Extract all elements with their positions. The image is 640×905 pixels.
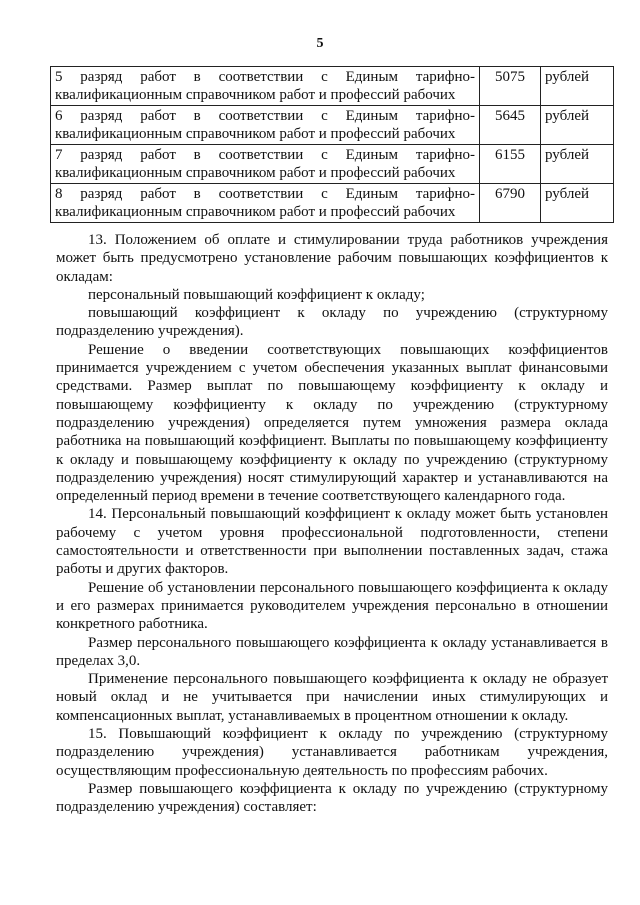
rank-description — [51, 184, 480, 223]
paragraph-15: 15. Повышающий коэффициент к окладу по учреждению (структурному подразделению учреждения) устанавливается работникам учреждения, осуществляющим профессиональную деятельность по профессиям рабочих. — [56, 726, 608, 779]
wage-rate-table — [50, 66, 614, 223]
paragraph-coefficient-size: Размер повышающего коэффициента к окладу по учреждению (структурному подразделению учреждения) составляет: — [56, 780, 608, 816]
rank-currency: рублей — [541, 184, 614, 223]
rank-description — [51, 67, 480, 106]
list-item-personal-coefficient: персональный повышающий коэффициент к окладу; — [88, 286, 425, 303]
paragraph-application: Применение персонального повышающего коэффициента к окладу не образует новый оклад и не учитывается при начислении иных стимулирующих и компенсационных выплат, устанавливаемых в процентном отношении к окладу. — [56, 671, 608, 724]
table-row — [51, 106, 614, 145]
paragraph-decision-personal: Решение об установлении персонального повышающего коэффициента к окладу и его размерах принимается руководителем учреждения персонально в отношении конкретного работника. — [56, 579, 608, 633]
table-row — [51, 184, 614, 223]
rank-amount: 5645 — [480, 106, 541, 145]
table-row — [51, 145, 614, 184]
rank-description-line: 6 разряд работ в соответствии с Единым тарифно- — [55, 108, 475, 124]
rank-amount: 6155 — [480, 145, 541, 184]
paragraph-decision: Решение о введении соответствующих повышающих коэффициентов принимается учреждением с учетом обеспечения указанных выплат финансовыми средствами. Размер выплат по повышающему коэффициенту к окладу и повышающему коэффициенту к окладу по учреждению (структурному подразделению учреждения) определяется путем умножения размера оклада работника на повышающий коэффициент. Выплаты по повышающему коэффициенту к окладу и повышающему коэффициенту к окладу по учреждению (структурному подразделению учреждения) носят стимулирующий характер и устанавливаются на определенный период времени в течение соответствующего календарного года. — [56, 341, 608, 505]
rank-currency: рублей — [541, 67, 614, 106]
rank-description-line: квалификационным справочником работ и профессий рабочих — [55, 165, 456, 181]
rank-description-line: 7 разряд работ в соответствии с Единым тарифно- — [55, 147, 475, 163]
paragraph-13: 13. Положением об оплате и стимулировании труда работников учреждения может быть предусмотрено установление рабочим повышающих коэффициентов к окладам: — [56, 232, 608, 285]
table-row — [51, 67, 614, 106]
rank-currency: рублей — [541, 145, 614, 184]
paragraph-coefficient-limit: Размер персонального повышающего коэффициента к окладу устанавливается в пределах 3,0. — [56, 634, 608, 669]
rank-description — [51, 145, 480, 184]
list-item-institution-coefficient: повышающий коэффициент к окладу по учреждению (структурному подразделению учреждения). — [56, 305, 608, 340]
rank-amount: 6790 — [480, 184, 541, 223]
rank-description — [51, 106, 480, 145]
rank-description-line: квалификационным справочником работ и профессий рабочих — [55, 87, 456, 103]
rank-description-line: 8 разряд работ в соответствии с Единым тарифно- — [55, 186, 475, 202]
page-number: 5 — [316, 36, 324, 51]
paragraph-14: 14. Персональный повышающий коэффициент к окладу может быть установлен рабочему с учетом уровня профессиональной подготовленности, степени самостоятельности и ответственности при выполнении поставленных задач, стажа работы и других факторов. — [56, 506, 608, 578]
rank-currency: рублей — [541, 106, 614, 145]
document-body — [56, 231, 608, 817]
rank-description-line: 5 разряд работ в соответствии с Единым тарифно- — [55, 69, 475, 85]
rank-description-line: квалификационным справочником работ и профессий рабочих — [55, 126, 456, 142]
rank-description-line: квалификационным справочником работ и профессий рабочих — [55, 204, 456, 220]
rank-amount: 5075 — [480, 67, 541, 106]
